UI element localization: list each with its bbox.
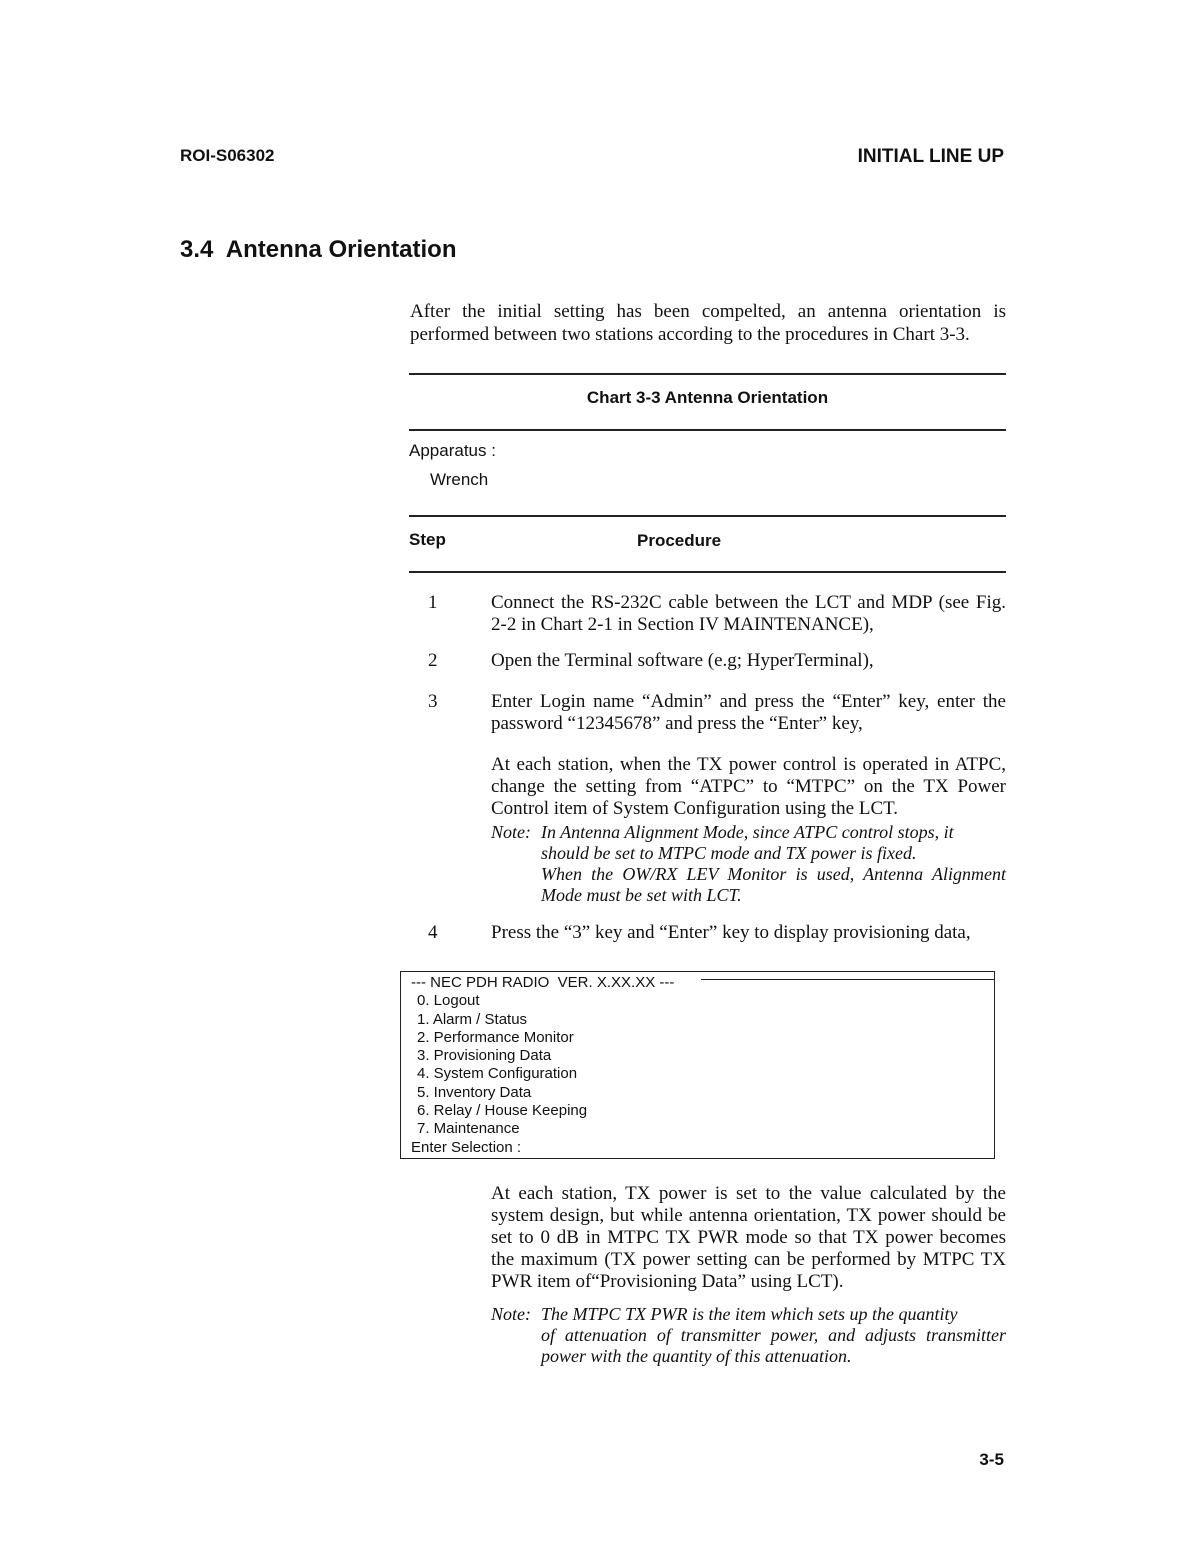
rule-under-title: [409, 429, 1006, 431]
step-number: 4: [428, 922, 438, 943]
note-text: [541, 822, 1006, 906]
menu-item: 6. Relay / House Keeping: [417, 1102, 588, 1120]
step-text: Press the “3” key and “Enter” key to display provisioning data,: [491, 922, 971, 943]
menu-item: 5. Inventory Data: [417, 1083, 532, 1101]
chart-title: Chart 3-3 Antenna Orientation: [586, 388, 829, 407]
menu-item: 1. Alarm / Status: [417, 1010, 528, 1028]
rule-top: [409, 373, 1006, 375]
menu-item: 3. Provisioning Data: [417, 1047, 552, 1065]
note: [491, 822, 1006, 906]
menu-item: 0. Logout: [417, 992, 480, 1010]
terminal-menu: [400, 971, 995, 1159]
step-text: Connect the RS-232C cable between the LCT and MDP (see Fig. 2-2 in Chart 2-1 in Section IV MAINTENANCE),: [491, 592, 1006, 635]
document-id: ROI-S06302: [180, 146, 275, 165]
after-terminal-paragraph: At each station, TX power is set to the value calculated by the system design, but while antenna orientation, TX power should be set to 0 dB in MTPC TX PWR mode so that TX power becomes the maximum (TX power setting can be performed by MTPC TX PWR item of“Provisioning Data” using LCT).: [491, 1183, 1006, 1292]
terminal-header: --- NEC PDH RADIO VER. X.XX.XX ---: [411, 974, 675, 991]
step-number: 3: [428, 691, 438, 712]
note-line: In Antenna Alignment Mode, since ATPC control stops, it: [541, 822, 954, 842]
note-line: The MTPC TX PWR is the item which sets up the quantity: [541, 1304, 958, 1324]
column-header-step: Step: [409, 530, 446, 549]
terminal-prompt: Enter Selection :: [411, 1138, 522, 1156]
step-text: At each station, when the TX power control is operated in ATPC, change the setting from “ATPC” to “MTPC” on the TX Power Control item of System Configuration using the LCT.: [491, 754, 1006, 819]
note-text: [541, 1304, 1006, 1367]
step-text: Enter Login name “Admin” and press the “Enter” key, enter the password “12345678” and press the “Enter” key,: [491, 691, 1006, 734]
page-number: 3-5: [979, 1450, 1004, 1469]
apparatus-label: Apparatus :: [409, 441, 496, 460]
section-title: 3.4 Antenna Orientation: [180, 236, 457, 263]
menu-item: 4. System Configuration: [417, 1065, 578, 1083]
step-number: 1: [428, 592, 438, 613]
menu-item: 2. Performance Monitor: [417, 1028, 574, 1046]
note-line: of attenuation of transmitter power, and adjusts transmitter power with the quantity of this attenuation.: [541, 1325, 1006, 1366]
terminal-header-rule: [701, 979, 994, 980]
menu-item: 7. Maintenance: [417, 1120, 520, 1138]
apparatus-item: Wrench: [430, 470, 489, 489]
intro-paragraph: After the initial setting has been compelted, an antenna orientation is performed between two stations according to the procedures in Chart 3-3.: [410, 301, 1006, 345]
chapter-title: INITIAL LINE UP: [857, 146, 1004, 167]
note-line: When the OW/RX LEV Monitor is used, Antenna Alignment Mode must be set with LCT.: [541, 864, 1006, 905]
rule-above-header: [409, 515, 1006, 517]
note-line: should be set to MTPC mode and TX power is fixed.: [541, 843, 917, 863]
rule-below-header: [409, 571, 1006, 573]
step-number: 2: [428, 650, 438, 671]
column-header-procedure: Procedure: [637, 531, 722, 550]
note-label: Note:: [491, 1304, 531, 1324]
note-label: Note:: [491, 822, 531, 842]
note: [491, 1304, 1006, 1367]
step-text: Open the Terminal software (e.g; HyperTerminal),: [491, 650, 874, 671]
